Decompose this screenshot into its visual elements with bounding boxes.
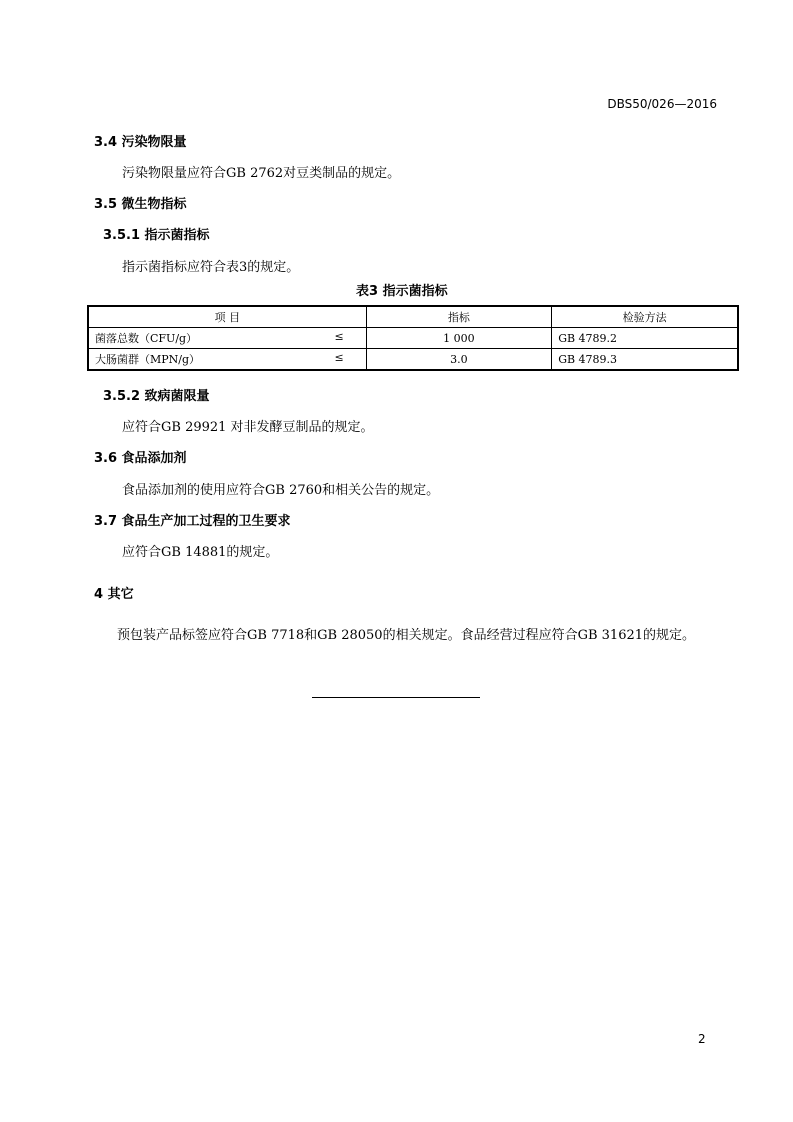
document-code: DBS50/026—2016: [607, 97, 717, 111]
section-3-6-heading: 3.6 食品添加剂: [94, 451, 187, 466]
row-operator: ≤: [334, 351, 344, 364]
section-3-5-1-text: 指示菌指标应符合表3的规定。: [122, 260, 300, 275]
section-3-5-2-heading: 3.5.2 致病菌限量: [103, 389, 210, 404]
section-3-7-heading: 3.7 食品生产加工过程的卫生要求: [94, 514, 291, 529]
row-item-cell: [88, 349, 366, 371]
header-item: 项 目: [88, 306, 366, 328]
row-method: GB 4789.2: [552, 328, 738, 349]
row-value: 1 000: [366, 328, 552, 349]
table-row: [88, 328, 738, 349]
row-item-name: 大肠菌群（MPN/g）: [95, 353, 201, 366]
header-test-method: 检验方法: [552, 306, 738, 328]
row-item-cell: [88, 328, 366, 349]
page-number: 2: [698, 1032, 706, 1046]
section-3-6-text: 食品添加剂的使用应符合GB 2760和相关公告的规定。: [122, 483, 440, 498]
end-rule: [312, 697, 480, 698]
section-3-5-heading: 3.5 微生物指标: [94, 197, 187, 212]
section-3-4-heading: 3.4 污染物限量: [94, 135, 187, 150]
section-3-4-text: 污染物限量应符合GB 2762对豆类制品的规定。: [122, 166, 401, 181]
section-3-5-2-text: 应符合GB 29921 对非发酵豆制品的规定。: [122, 420, 374, 435]
row-item-name: 菌落总数（CFU/g）: [95, 332, 198, 345]
table-header-row: [88, 306, 738, 328]
row-method: GB 4789.3: [552, 349, 738, 371]
section-4-text: 预包装产品标签应符合GB 7718和GB 28050的相关规定。食品经营过程应符合GB 31621的规定。: [117, 628, 696, 643]
section-3-5-1-heading: 3.5.1 指示菌指标: [103, 228, 210, 243]
header-indicator: 指标: [366, 306, 552, 328]
section-3-7-text: 应符合GB 14881的规定。: [122, 545, 279, 560]
table-3-caption: 表3 指示菌指标: [356, 284, 448, 299]
row-value: 3.0: [366, 349, 552, 371]
section-4-heading: 4 其它: [94, 587, 134, 602]
table-row: [88, 349, 738, 371]
row-operator: ≤: [334, 330, 344, 343]
indicator-bacteria-table: [87, 305, 739, 371]
